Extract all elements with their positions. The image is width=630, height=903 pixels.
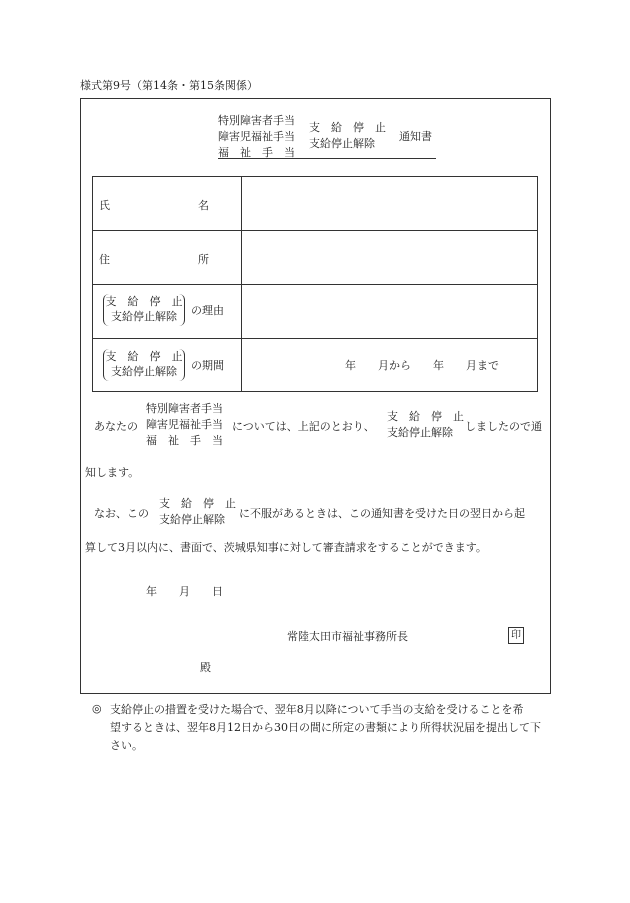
table-divider [93, 338, 537, 339]
p2-action-list [159, 496, 236, 528]
p1-allowance-list [146, 401, 223, 449]
note-text [110, 701, 541, 755]
title-allowance-list [218, 113, 295, 161]
note-mark: ◎ [92, 702, 102, 715]
address-label: 住 所 [99, 253, 209, 266]
reason-brace [103, 294, 185, 326]
period-brace [103, 349, 185, 381]
title-action: 支給停止解除 [309, 137, 375, 150]
p1-middle: については、上記のとおり、 [232, 420, 375, 433]
period-value: 年 月から 年 月まで [345, 359, 499, 372]
p1-action-list [387, 409, 464, 441]
p2-action: 支給停止解除 [159, 513, 225, 526]
table-column-divider [241, 177, 242, 391]
p1-allowance: 障害児福祉手当 [146, 418, 223, 431]
title-allowance: 障害児福祉手当 [218, 130, 295, 143]
p2-action: 支 給 停 止 [159, 497, 236, 510]
table-divider [93, 284, 537, 285]
title-underline [218, 158, 436, 159]
issuer-name: 常陸太田市福祉事務所長 [287, 630, 408, 643]
p1-action: 支給停止解除 [387, 426, 453, 439]
title-allowance: 特別障害者手当 [218, 114, 295, 127]
p1-allowance: 特別障害者手当 [146, 402, 223, 415]
note-line: 望するときは、翌年8月12日から30日の間に所定の書類により所得状況届を提出して下 [110, 721, 541, 734]
title-action-list [309, 120, 386, 152]
title-suffix: 通知書 [399, 130, 432, 143]
p1-prefix: あなたの [94, 420, 138, 433]
form-number-label: 様式第9号（第14条・第15条関係） [80, 79, 258, 92]
seal-stamp: 印 [508, 627, 524, 644]
p2-prefix: なお、この [94, 507, 149, 520]
p2-line2: 算して3月以内に、書面で、茨城県知事に対して審査請求をすることができます。 [85, 541, 487, 554]
p1-action: 支 給 停 止 [387, 410, 464, 423]
title-action: 支 給 停 止 [309, 121, 386, 134]
issue-date: 年 月 日 [146, 585, 223, 598]
note-line: さい。 [110, 739, 143, 752]
info-table [92, 176, 538, 392]
addressee-honorific: 殿 [200, 661, 211, 674]
brace-line: 支給停止解除 [111, 365, 177, 378]
title-allowance: 福 祉 手 当 [218, 146, 295, 159]
name-label: 氏 名 [99, 199, 209, 212]
table-divider [93, 230, 537, 231]
p1-suffix: しましたので通 [465, 420, 542, 433]
reason-suffix: の理由 [191, 304, 224, 317]
brace-line: 支 給 停 止 [105, 295, 183, 308]
brace-line: 支 給 停 止 [105, 350, 183, 363]
note-line: 支給停止の措置を受けた場合で、翌年8月以降について手当の支給を受けることを希 [110, 703, 524, 716]
p1-allowance: 福 祉 手 当 [146, 434, 223, 447]
p1-line2: 知します。 [85, 466, 140, 479]
brace-line: 支給停止解除 [111, 310, 177, 323]
p2-suffix: に不服があるときは、この通知書を受けた日の翌日から起 [239, 507, 525, 520]
period-suffix: の期間 [191, 359, 224, 372]
